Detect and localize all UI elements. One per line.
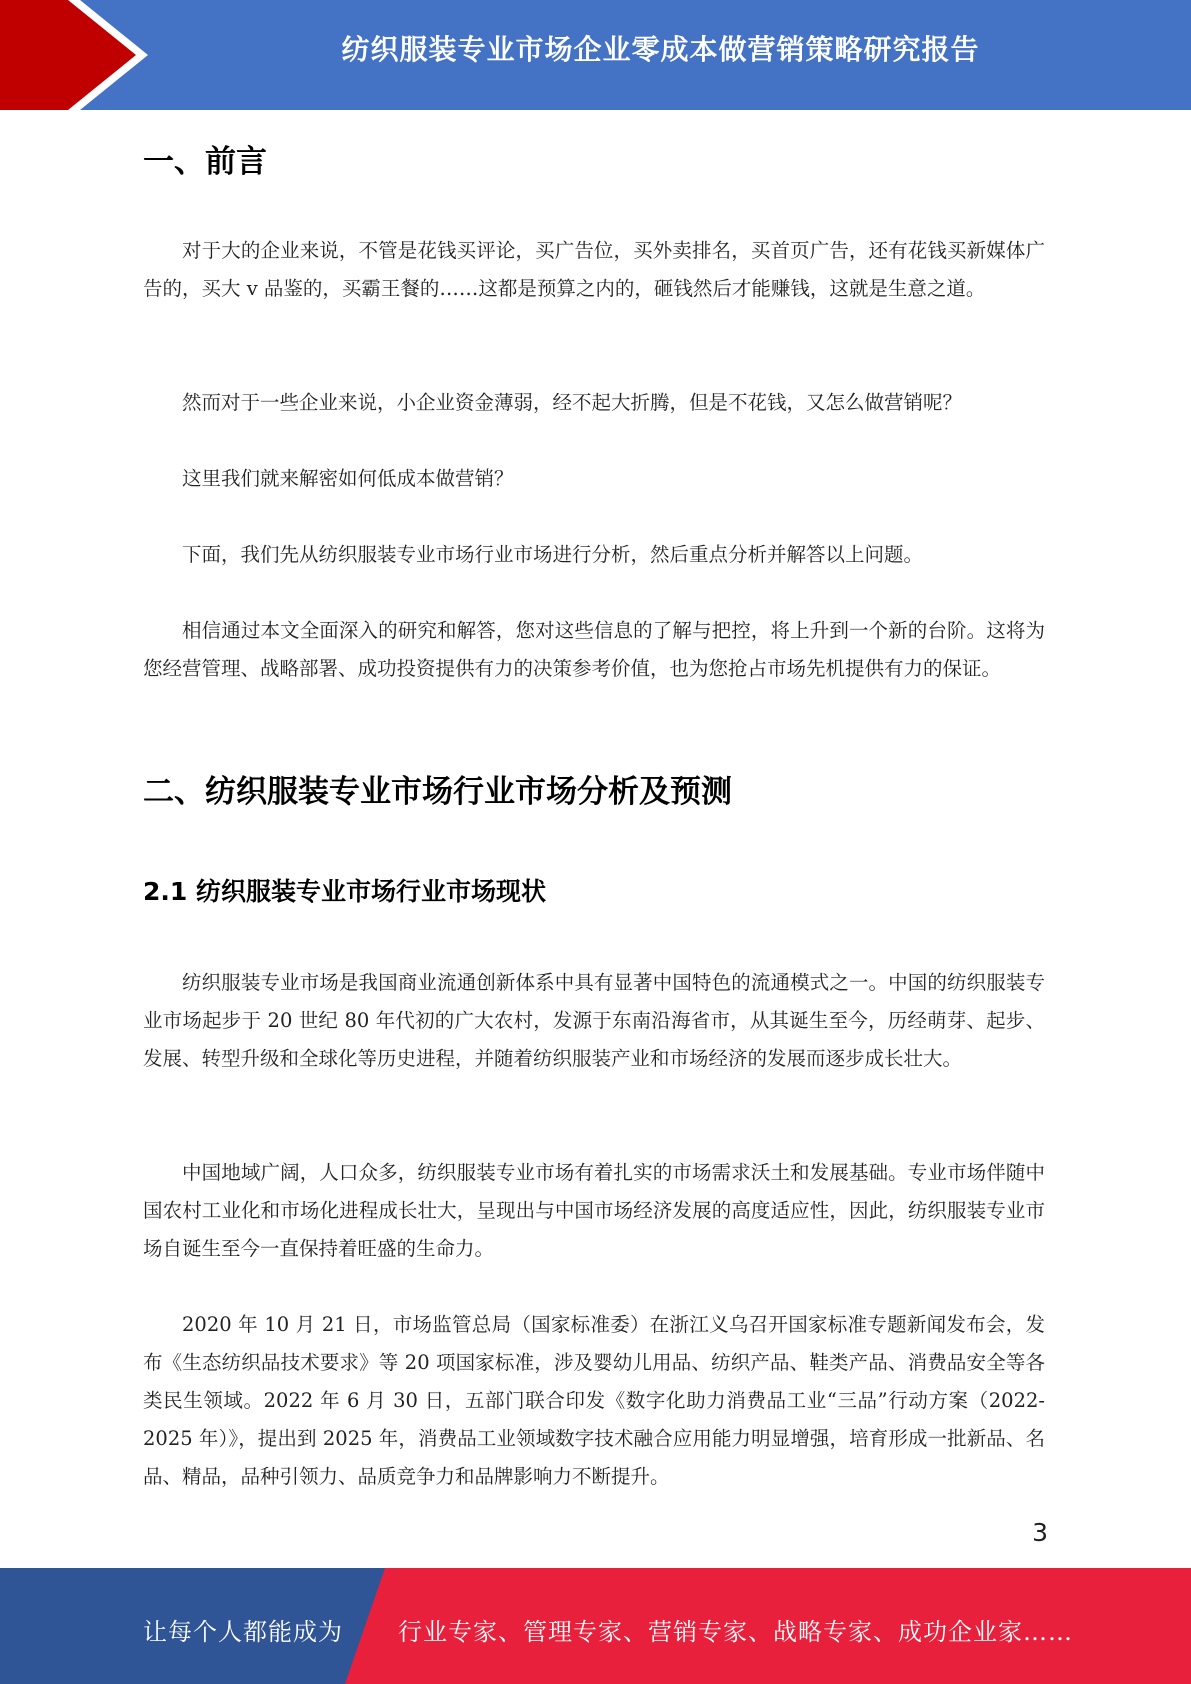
page-footer-bar: [0, 1568, 1191, 1684]
subsection-heading-market-status: 2.1 纺织服装专业市场行业市场现状: [143, 877, 546, 906]
section-heading-preface: 一、前言: [143, 144, 267, 180]
header-red-arrow: [0, 0, 136, 110]
section-heading-market-analysis: 二、纺织服装专业市场行业市场分析及预测: [143, 774, 732, 810]
footer-slogan-right: 行业专家、管理专家、营销专家、战略专家、成功企业家……: [398, 1618, 1073, 1646]
paragraph: 这里我们就来解密如何低成本做营销？: [182, 467, 514, 490]
paragraph: 纺织服装专业市场是我国商业流通创新体系中具有显著中国特色的流通模式之一。中国的纺织服装专业市场起步于 20 世纪 80 年代初的广大农村，发源于东南沿海省市，从其诞生至今，历经萌芽、起步、发展、转型升级和全球化等历史进程，并随着纺织服装产业和市场经济的发展而逐步成长壮大。: [143, 971, 1045, 1070]
report-title: 纺织服装专业市场企业零成本做营销策略研究报告: [341, 33, 980, 66]
paragraph: 下面，我们先从纺织服装专业市场行业市场进行分析，然后重点分析并解答以上问题。: [182, 543, 924, 566]
page-number: 3: [1032, 1518, 1048, 1547]
paragraph: 2020 年 10 月 21 日，市场监管总局（国家标准委）在浙江义乌召开国家标准专题新闻发布会，发布《生态纺织品技术要求》等 20 项国家标准，涉及婴幼儿用品、纺织产品、鞋类产品、消费品安全等各类民生领域。2022 年 6 月 30 日，五部门联合印发《数字化助力消费品工业“三品”行动方案（2022-2025 年）》，提出到 2025 年，消费品工业领域数字技术融合应用能力明显增强，培育形成一批新品、名品、精品，品种引领力、品质竞争力和品牌影响力不断提升。: [143, 1313, 1045, 1488]
page-header-bar: [0, 0, 1191, 110]
paragraph: 对于大的企业来说，不管是花钱买评论，买广告位，买外卖排名，买首页广告，还有花钱买新媒体广告的，买大 v 品鉴的，买霸王餐的……这都是预算之内的，砸钱然后才能赚钱，这就是生意之道。: [143, 239, 1045, 300]
footer-slogan-left: 让每个人都能成为: [143, 1618, 343, 1646]
paragraph: 相信通过本文全面深入的研究和解答，您对这些信息的了解与把控，将上升到一个新的台阶。这将为您经营管理、战略部署、成功投资提供有力的决策参考价值，也为您抢占市场先机提供有力的保证。: [143, 619, 1045, 680]
paragraph: 中国地域广阔，人口众多，纺织服装专业市场有着扎实的市场需求沃土和发展基础。专业市场伴随中国农村工业化和市场化进程成长壮大，呈现出与中国市场经济发展的高度适应性，因此，纺织服装专业市场自诞生至今一直保持着旺盛的生命力。: [143, 1161, 1045, 1260]
paragraph: 然而对于一些企业来说，小企业资金薄弱，经不起大折腾，但是不花钱，又怎么做营销呢？: [182, 391, 963, 414]
